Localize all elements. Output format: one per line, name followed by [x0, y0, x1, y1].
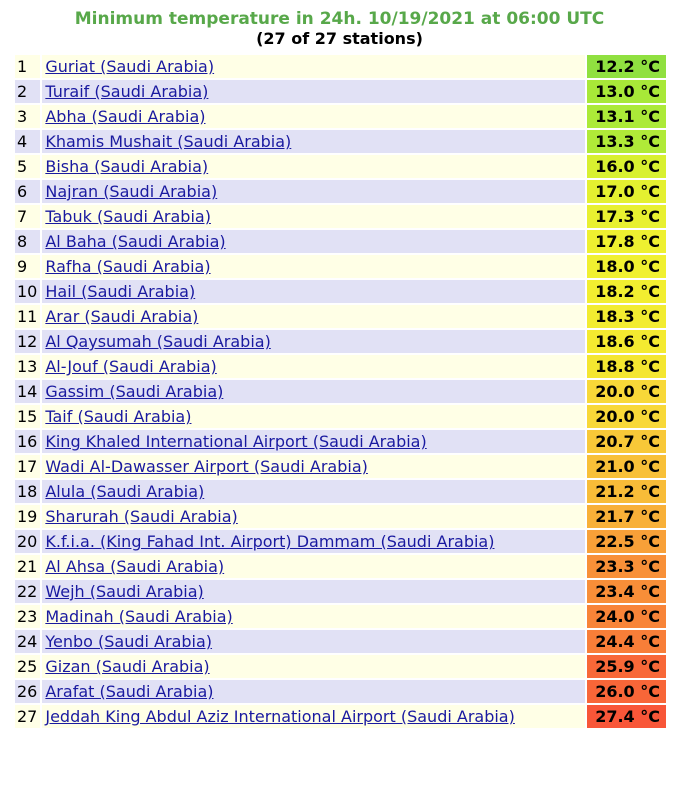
station-link[interactable]: Bisha (Saudi Arabia)	[45, 157, 209, 176]
rank-cell: 13	[15, 355, 40, 378]
table-row	[15, 280, 666, 303]
station-cell	[42, 630, 585, 653]
rank-cell: 20	[15, 530, 40, 553]
temperature-cell: 24.0 °C	[587, 605, 666, 628]
temperature-cell: 22.5 °C	[587, 530, 666, 553]
station-link[interactable]: Rafha (Saudi Arabia)	[45, 257, 211, 276]
station-link[interactable]: Yenbo (Saudi Arabia)	[45, 632, 213, 651]
table-row	[15, 305, 666, 328]
table-row	[15, 530, 666, 553]
station-cell	[42, 705, 585, 728]
temperature-table	[13, 53, 668, 730]
station-link[interactable]: Taif (Saudi Arabia)	[45, 407, 192, 426]
station-link[interactable]: Khamis Mushait (Saudi Arabia)	[45, 132, 292, 151]
temperature-cell: 18.3 °C	[587, 305, 666, 328]
table-row	[15, 380, 666, 403]
station-link[interactable]: Wadi Al-Dawasser Airport (Saudi Arabia)	[45, 457, 368, 476]
rank-cell: 4	[15, 130, 40, 153]
rank-cell: 2	[15, 80, 40, 103]
table-row	[15, 555, 666, 578]
station-link[interactable]: Madinah (Saudi Arabia)	[45, 607, 233, 626]
station-link[interactable]: Turaif (Saudi Arabia)	[45, 82, 209, 101]
table-row	[15, 455, 666, 478]
station-link[interactable]: Abha (Saudi Arabia)	[45, 107, 206, 126]
table-row	[15, 330, 666, 353]
rank-cell: 10	[15, 280, 40, 303]
rank-cell: 23	[15, 605, 40, 628]
table-row	[15, 505, 666, 528]
rank-cell: 6	[15, 180, 40, 203]
table-row	[15, 255, 666, 278]
table-row	[15, 705, 666, 728]
station-cell	[42, 580, 585, 603]
temperature-cell: 23.3 °C	[587, 555, 666, 578]
temperature-cell: 23.4 °C	[587, 580, 666, 603]
station-cell	[42, 280, 585, 303]
temperature-cell: 18.0 °C	[587, 255, 666, 278]
station-link[interactable]: Al-Jouf (Saudi Arabia)	[45, 357, 217, 376]
table-row	[15, 680, 666, 703]
rank-cell: 11	[15, 305, 40, 328]
temperature-cell: 16.0 °C	[587, 155, 666, 178]
station-cell	[42, 255, 585, 278]
station-link[interactable]: Alula (Saudi Arabia)	[45, 482, 205, 501]
temperature-cell: 18.8 °C	[587, 355, 666, 378]
station-cell	[42, 230, 585, 253]
rank-cell: 22	[15, 580, 40, 603]
temperature-cell: 18.2 °C	[587, 280, 666, 303]
station-link[interactable]: Gizan (Saudi Arabia)	[45, 657, 210, 676]
table-row	[15, 355, 666, 378]
station-cell	[42, 480, 585, 503]
rank-cell: 19	[15, 505, 40, 528]
table-row	[15, 105, 666, 128]
station-cell	[42, 55, 585, 78]
station-cell	[42, 305, 585, 328]
table-row	[15, 230, 666, 253]
table-row	[15, 655, 666, 678]
rank-cell: 14	[15, 380, 40, 403]
rank-cell: 18	[15, 480, 40, 503]
temperature-cell: 21.7 °C	[587, 505, 666, 528]
temperature-cell: 27.4 °C	[587, 705, 666, 728]
station-link[interactable]: King Khaled International Airport (Saudi Arabia)	[45, 432, 427, 451]
station-link[interactable]: Guriat (Saudi Arabia)	[45, 57, 215, 76]
rank-cell: 21	[15, 555, 40, 578]
station-cell	[42, 105, 585, 128]
table-row	[15, 430, 666, 453]
station-cell	[42, 430, 585, 453]
station-cell	[42, 605, 585, 628]
rank-cell: 3	[15, 105, 40, 128]
station-cell	[42, 330, 585, 353]
temperature-cell: 20.0 °C	[587, 380, 666, 403]
rank-cell: 15	[15, 405, 40, 428]
temperature-cell: 18.6 °C	[587, 330, 666, 353]
station-cell	[42, 655, 585, 678]
station-count: (27 of 27 stations)	[256, 29, 423, 48]
station-cell	[42, 80, 585, 103]
table-row	[15, 180, 666, 203]
rank-cell: 24	[15, 630, 40, 653]
table-row	[15, 130, 666, 153]
station-cell	[42, 155, 585, 178]
table-row	[15, 630, 666, 653]
station-link[interactable]: Al Qaysumah (Saudi Arabia)	[45, 332, 271, 351]
temperature-cell: 17.0 °C	[587, 180, 666, 203]
page-title: Minimum temperature in 24h. 10/19/2021 at 06:00 UTC	[74, 9, 605, 29]
station-link[interactable]: Tabuk (Saudi Arabia)	[45, 207, 211, 226]
station-cell	[42, 380, 585, 403]
rank-cell: 7	[15, 205, 40, 228]
rank-cell: 25	[15, 655, 40, 678]
table-row	[15, 155, 666, 178]
table-row	[15, 480, 666, 503]
station-cell	[42, 405, 585, 428]
rank-cell: 1	[15, 55, 40, 78]
temperature-cell: 13.1 °C	[587, 105, 666, 128]
station-link[interactable]: Al Baha (Saudi Arabia)	[45, 232, 226, 251]
rank-cell: 17	[15, 455, 40, 478]
rank-cell: 12	[15, 330, 40, 353]
rank-cell: 5	[15, 155, 40, 178]
temperature-cell: 20.7 °C	[587, 430, 666, 453]
temperature-cell: 21.2 °C	[587, 480, 666, 503]
temperature-cell: 26.0 °C	[587, 680, 666, 703]
station-cell	[42, 205, 585, 228]
station-cell	[42, 505, 585, 528]
temperature-cell: 21.0 °C	[587, 455, 666, 478]
temperature-cell: 24.4 °C	[587, 630, 666, 653]
table-row	[15, 580, 666, 603]
station-link[interactable]: Gassim (Saudi Arabia)	[45, 382, 224, 401]
rank-cell: 9	[15, 255, 40, 278]
station-cell	[42, 555, 585, 578]
station-link[interactable]: Najran (Saudi Arabia)	[45, 182, 218, 201]
station-cell	[42, 530, 585, 553]
temperature-cell: 17.8 °C	[587, 230, 666, 253]
rank-cell: 27	[15, 705, 40, 728]
station-link[interactable]: Arar (Saudi Arabia)	[45, 307, 199, 326]
station-link[interactable]: Sharurah (Saudi Arabia)	[45, 507, 238, 526]
table-row	[15, 80, 666, 103]
station-link[interactable]: Hail (Saudi Arabia)	[45, 282, 196, 301]
station-cell	[42, 680, 585, 703]
station-cell	[42, 355, 585, 378]
rank-cell: 16	[15, 430, 40, 453]
temperature-cell: 17.3 °C	[587, 205, 666, 228]
temperature-cell: 20.0 °C	[587, 405, 666, 428]
station-cell	[42, 130, 585, 153]
table-row	[15, 205, 666, 228]
station-link[interactable]: K.f.i.a. (King Fahad Int. Airport) Dammam (Saudi Arabia)	[45, 532, 495, 551]
station-link[interactable]: Wejh (Saudi Arabia)	[45, 582, 204, 601]
table-row	[15, 405, 666, 428]
station-link[interactable]: Jeddah King Abdul Aziz International Airport (Saudi Arabia)	[45, 707, 515, 726]
station-cell	[42, 455, 585, 478]
station-link[interactable]: Al Ahsa (Saudi Arabia)	[45, 557, 225, 576]
station-cell	[42, 180, 585, 203]
temperature-cell: 13.3 °C	[587, 130, 666, 153]
rank-cell: 8	[15, 230, 40, 253]
table-row	[15, 605, 666, 628]
table-body	[15, 55, 666, 728]
station-link[interactable]: Arafat (Saudi Arabia)	[45, 682, 214, 701]
rank-cell: 26	[15, 680, 40, 703]
temperature-cell: 13.0 °C	[587, 80, 666, 103]
temperature-cell: 25.9 °C	[587, 655, 666, 678]
table-row	[15, 55, 666, 78]
temperature-cell: 12.2 °C	[587, 55, 666, 78]
